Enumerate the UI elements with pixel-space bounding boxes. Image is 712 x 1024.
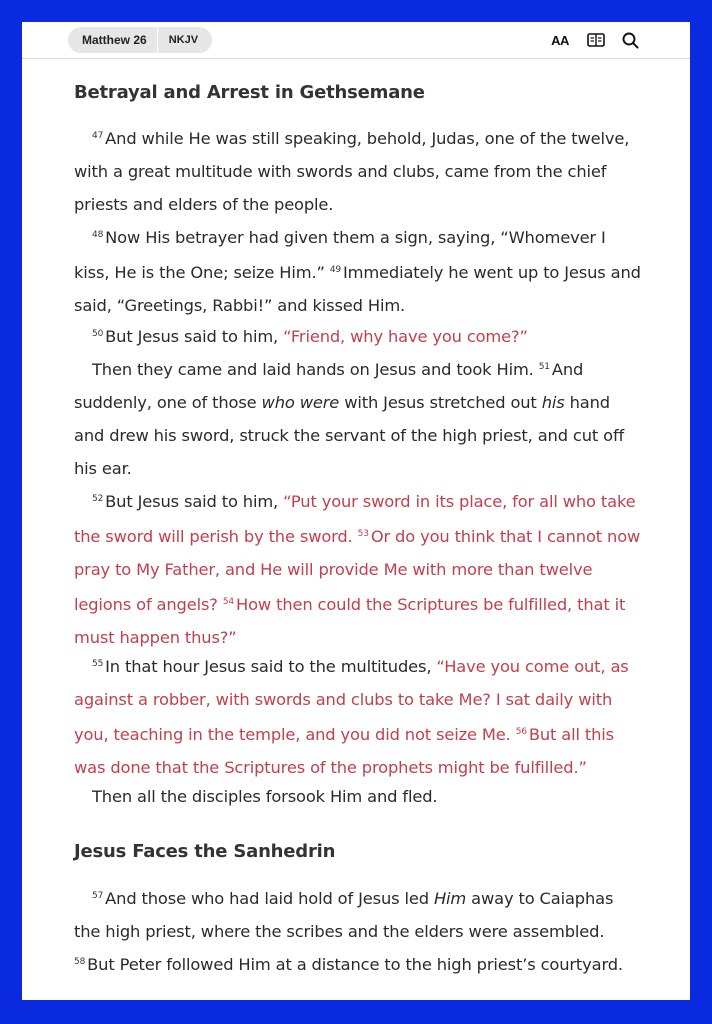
verse-number[interactable]: 54 xyxy=(222,597,234,607)
words-of-jesus-text[interactable]: Or do you think that I cannot now pray to My Father, and He will provide Me with more than twelve legions of angels? xyxy=(74,527,641,614)
verse-text[interactable]: And while He was still speaking, behold, Judas, one of the twelve, with a great multitude with swords and clubs, came from the chief priests and elders of the people. xyxy=(74,129,630,214)
words-of-jesus-text[interactable]: But all this was done that the Scriptures of the prophets might be fulfilled.” xyxy=(74,725,615,777)
verse-number[interactable]: 57 xyxy=(92,891,104,901)
verse-text[interactable]: In that hour Jesus said to the multitudes, xyxy=(105,657,437,676)
reader-frame xyxy=(22,22,690,1000)
words-of-jesus[interactable]: “Friend, why have you come?” xyxy=(283,327,528,346)
verse-text[interactable]: And those who had laid hold of Jesus led xyxy=(105,889,434,908)
verse-paragraph xyxy=(74,648,644,784)
book-chapter-button[interactable]: Matthew 26 xyxy=(68,27,158,53)
reference-selector[interactable] xyxy=(68,27,212,53)
verse-text[interactable]: Now His betrayer had given them a sign, saying, “Whomever I kiss, He is the One; seize Him.” xyxy=(74,228,606,282)
top-toolbar xyxy=(22,22,690,59)
verse-paragraph xyxy=(74,120,644,221)
italic-text[interactable]: Him xyxy=(433,889,467,908)
italic-text[interactable]: who were xyxy=(261,393,340,412)
verse-number[interactable]: 55 xyxy=(92,659,104,669)
search-glyph xyxy=(622,32,639,49)
section-heading: Jesus Faces the Sanhedrin xyxy=(74,841,336,862)
verse-paragraph xyxy=(74,880,644,948)
verse-text[interactable]: Then they came and laid hands on Jesus and took Him. xyxy=(92,360,539,379)
section-heading: Betrayal and Arrest in Gethsemane xyxy=(74,82,425,103)
verse-paragraph xyxy=(74,483,644,654)
verse-paragraph xyxy=(74,351,644,485)
verse-number[interactable]: 51 xyxy=(538,362,550,372)
version-button[interactable]: NKJV xyxy=(168,34,199,46)
verse-number[interactable]: 50 xyxy=(92,329,104,339)
verse-number[interactable]: 58 xyxy=(74,957,86,967)
search-icon[interactable] xyxy=(619,30,641,50)
verse-paragraph xyxy=(74,780,644,813)
verse-text[interactable]: away to Caiaphas the high priest, where the scribes and the elders were assembled. xyxy=(74,889,614,941)
italic-text[interactable]: his xyxy=(541,393,565,412)
reader-view-icon[interactable] xyxy=(585,30,607,50)
verse-text[interactable]: But Jesus said to him, xyxy=(105,327,284,346)
verse-text[interactable]: But Jesus said to him, xyxy=(105,492,284,511)
font-size-icon[interactable] xyxy=(549,30,571,50)
verse-text[interactable]: Immediately he went up to Jesus and said, “Greetings, Rabbi!” and kissed Him. xyxy=(74,263,641,315)
verse-text[interactable]: But Peter followed Him at a distance to the high priest’s courtyard. xyxy=(87,955,623,974)
verse-text[interactable]: with Jesus stretched out xyxy=(339,393,542,412)
verse-number[interactable]: 49 xyxy=(329,265,341,275)
verse-number[interactable]: 47 xyxy=(92,131,104,141)
verse-paragraph xyxy=(74,318,644,353)
verse-text[interactable]: Then all the disciples forsook Him and fled. xyxy=(92,787,438,806)
verse-paragraph xyxy=(74,219,644,322)
words-of-jesus-text[interactable]: “Have you come out, as against a robber, with swords and clubs to take Me? I sat daily with you, teaching in the temple, and you did not seize Me. xyxy=(74,657,629,744)
reader-view-glyph xyxy=(587,33,605,47)
verse-number[interactable]: 48 xyxy=(92,230,104,240)
verse-paragraph xyxy=(74,946,644,981)
verse-text[interactable]: And suddenly, one of those xyxy=(74,360,584,412)
verse-number[interactable]: 52 xyxy=(92,494,104,504)
verse-number[interactable]: 56 xyxy=(515,727,527,737)
verse-text[interactable]: hand and drew his sword, struck the servant of the high priest, and cut off his ear. xyxy=(74,393,625,478)
font-size-label: AA xyxy=(551,32,569,48)
verse-number[interactable]: 53 xyxy=(357,529,369,539)
words-of-jesus-text[interactable]: How then could the Scriptures be fulfilled, that it must happen thus?” xyxy=(74,595,626,647)
words-of-jesus[interactable] xyxy=(74,492,640,647)
words-of-jesus-text[interactable]: “Put your sword in its place, for all who take the sword will perish by the sword. xyxy=(74,492,636,546)
